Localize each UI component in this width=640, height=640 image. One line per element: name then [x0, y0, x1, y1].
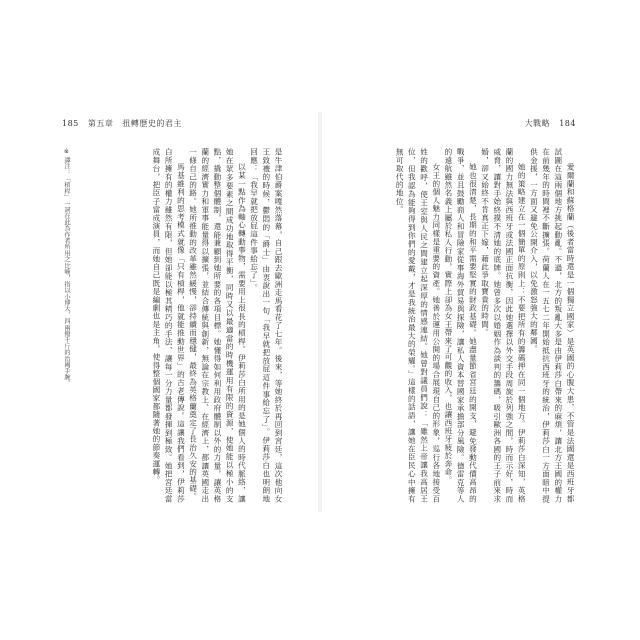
- right-page-header: [525, 118, 582, 129]
- left-page-number: 185: [62, 119, 79, 128]
- left-paragraph-2: 以某一點作為軸心轉動事物，需要用上很長的槓桿。伊莉莎白所用的是她個人的時代脈絡，讓她在眾多要素之間成功地取得平衡，同時又以最適當的時機運用有限的資源，使她能以極小的支點，撬動整個體制，還能兼顧到她所要的各項目標。她懂得如何利用政府體制以外的力量，讓英格蘭的經濟實力和軍事能量得以擴張，並結合傳統與創新，無論在宗教上、在經濟上，都讓英國走出一條自己的路。她所推動的改革雖然緩慢，卻持續而穩健，最終為英格蘭奠定了長治久安的基礎。: [188, 148, 247, 503]
- left-page-footnote: ※ 譯注：「槓桿」一詞在此為作者所用之比喻，指以小博大、四兩撥千斤的治國手腕。: [63, 148, 70, 387]
- left-paragraph-3: 馬基維利的思考模式就像「只有槓桿，他就能推動世界」的古老傳說。這讓我們看到，伊莉莎白所擁有的權力雖然有限，但她卻能以極其精巧的手法，讓每一分力量都發揮到極致。她把宮廷當成舞台，把臣子當成演員，而她自己既是編劇也是主角，使得整個國家都隨著她的節奏運轉。: [151, 148, 186, 503]
- left-page-header: [62, 118, 188, 129]
- right-page-body: [338, 148, 576, 503]
- right-page: [320, 0, 640, 640]
- right-paragraph-4: 女王的個人魅力同樣是重要的資產。她善於運用公開的場合展現自己的形象，巡行各地接受百姓的歡呼，使王室與人民之間建立起深厚的情感連結。她曾對議員們說：「雖然上帝讓我高居王位，但我認為能夠得到你們的愛戴，才是我統治最大的榮耀。」這樣的話語，讓她在臣民心中擁有無可取代的地位。: [395, 148, 441, 503]
- right-book-title: 大戰略: [524, 119, 551, 128]
- right-paragraph-2: 她的策略建立在一個簡單的原則上：不要把所有的籌碼押在同一個地方。伊莉莎白深知，英格蘭的國力無法與西班牙或法國正面抗衡，因此她選擇以外交手段周旋於列強之間，時而示好，時而威脅，讓對手始終摸不清她的底牌。她曾多次以婚姻作為談判的籌碼，吸引歐洲各國的王子前來求婚，卻又始終不肯真正下嫁，藉此爭取寶貴的時間。: [480, 148, 527, 503]
- left-chapter-label: 第五章: [87, 119, 114, 128]
- left-paragraph-1: 是牛津伯爵案嘎然落幕，自己跟去歐洲走馬看花了七年。後來，等她終於再回到宮廷，這次他向女王致禮的時候，鬱悶的「爵士」由衷說出一句「我早就把放屁這件事給忘了」。伊莉莎白也明朗地回應：「我早就把放屁這件事給忘了」。: [249, 148, 283, 503]
- left-page-body: [62, 148, 284, 503]
- right-page-number: 184: [559, 119, 576, 128]
- right-paragraph-3: 她也很清楚，長期的和平需要堅實的財政基礎。她盡量節省宮廷的開支，避免發動代價高昂的戰爭，並且鼓勵商人和冒險家從事海外貿易與探險，讓私人資本替國家承擔部分風險。德雷克等人的遠航雖然名義上屬於私人行動，實際上卻為女王帶來了可觀的收入，也讓西班牙疲於奔命。: [443, 148, 478, 503]
- right-paragraph-1: 愛爾蘭和蘇格蘭（後者當時還是一個獨立國家）是英國的心腹大患，不管是法國還是西班牙都試圖在這兩個地方挑起動亂。不過，北方的叛亂大多是由伊莉莎白帶來的麻煩，讓北方王國的權力在前幾年的時間裡不斷擴張。荷蘭人在一五七二年開始抵抗西班牙的統治，伊莉莎白一方面暗中提供金援，一方面又避免公開介入，以免激怒強大的鄰國。: [529, 148, 575, 503]
- left-chapter-title: 扭轉歷史的君主: [122, 119, 182, 128]
